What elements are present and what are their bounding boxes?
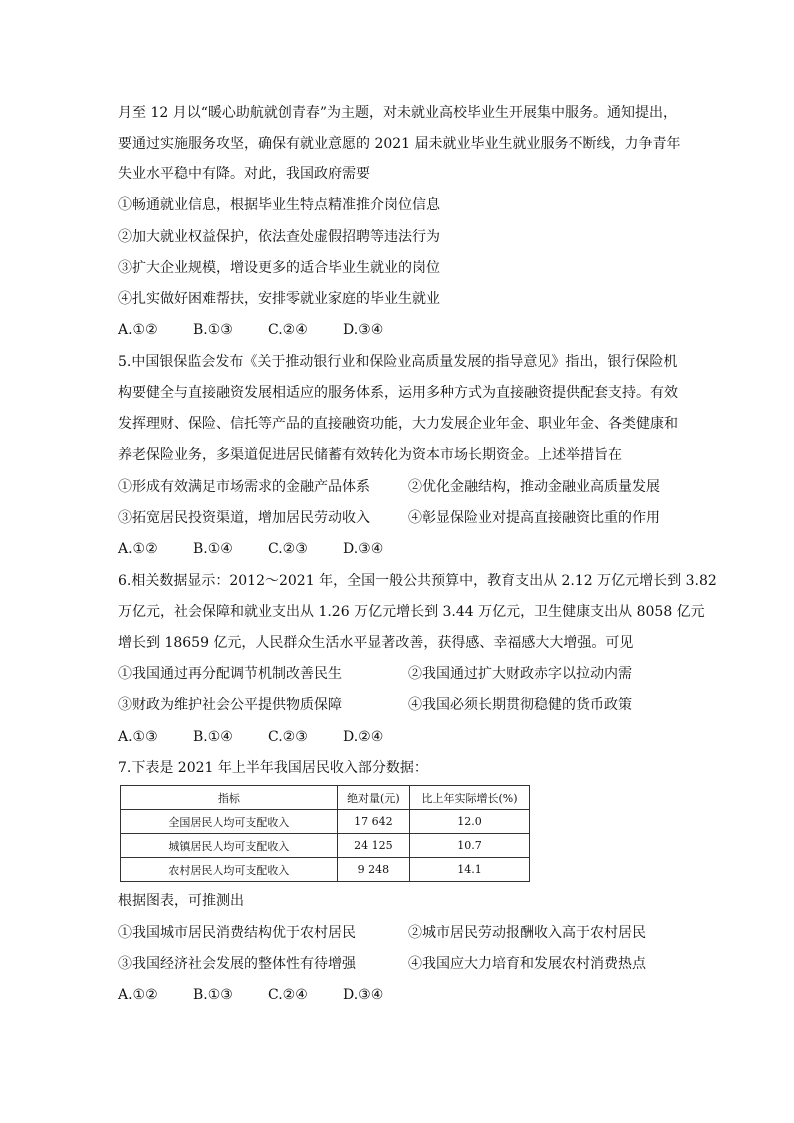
q7-option: ④我国应大力培育和发展农村消费热点 — [408, 956, 646, 972]
table-header-row — [121, 786, 530, 810]
q5-stem: 构要健全与直接融资发展相适应的服务体系，运用多种方式为直接融资提供配套支持。有效 — [118, 385, 678, 401]
choice-d: D.③④ — [343, 541, 384, 557]
q5-options-row — [118, 508, 688, 528]
choice-c: C.②④ — [268, 987, 308, 1003]
q7-options-row — [118, 923, 688, 943]
intro-line: 要通过实施服务攻坚，确保有就业意愿的 2021 届未就业毕业生就业服务不断线，力争青年 — [118, 136, 681, 152]
table-cell: 城镇居民人均可支配收入 — [121, 834, 338, 858]
q6-option: ③财政为维护社会公平提供物质保障 — [118, 697, 342, 713]
q7-choices — [118, 985, 688, 1005]
table-cell: 24 125 — [337, 834, 409, 858]
table-row — [121, 858, 530, 882]
choice-a: A.①② — [118, 541, 158, 557]
q6-options-row — [118, 664, 688, 684]
q7-option: ③我国经济社会发展的整体性有待增强 — [118, 956, 356, 972]
q7-prompt: 根据图表，可推测出 — [118, 893, 244, 909]
choice-a: A.①③ — [118, 729, 158, 745]
q5-stem: 发挥理财、保险、信托等产品的直接融资功能，大力发展企业年金、职业年金、各类健康和 — [118, 416, 678, 432]
q7-options-row — [118, 954, 688, 974]
choice-d: D.③④ — [343, 987, 384, 1003]
choice-a: A.①② — [118, 987, 158, 1003]
intro-line: 失业水平稳中有降。对此，我国政府需要 — [118, 166, 370, 182]
q4-choices — [118, 320, 688, 340]
table-cell: 农村居民人均可支配收入 — [121, 858, 338, 882]
q4-option: ④扎实做好困难帮扶，安排零就业家庭的毕业生就业 — [118, 291, 440, 307]
q7-stem: 7.下表是 2021 年上半年我国居民收入部分数据： — [118, 760, 428, 776]
q6-stem: 增长到 18659 亿元，人民群众生活水平显著改善，获得感、幸福感大大增强。可见 — [118, 635, 634, 651]
q5-choices — [118, 539, 688, 559]
choice-d: D.②④ — [343, 729, 384, 745]
table-cell: 9 248 — [337, 858, 409, 882]
income-table — [120, 785, 530, 882]
choice-b: B.①④ — [193, 541, 233, 557]
q6-option: ②我国通过扩大财政赤字以拉动内需 — [408, 666, 632, 682]
table-cell: 14.1 — [410, 858, 530, 882]
choice-d: D.③④ — [343, 322, 384, 338]
table-header: 绝对量(元) — [337, 786, 409, 810]
table-row — [121, 810, 530, 834]
q6-option: ④我国必须长期贯彻稳健的货币政策 — [408, 697, 632, 713]
table-header: 比上年实际增长(%) — [410, 786, 530, 810]
q5-option: ④彰显保险业对提高直接融资比重的作用 — [408, 510, 660, 526]
q4-option: ③扩大企业规模，增设更多的适合毕业生就业的岗位 — [118, 260, 440, 276]
table-cell: 12.0 — [410, 810, 530, 834]
q4-option: ②加大就业权益保护，依法查处虚假招聘等违法行为 — [118, 229, 440, 245]
choice-a: A.①② — [118, 322, 158, 338]
q5-stem: 5.中国银保监会发布《关于推动银行业和保险业高质量发展的指导意见》指出，银行保险机 — [118, 354, 678, 370]
q5-option: ②优化金融结构，推动金融业高质量发展 — [408, 479, 660, 495]
q6-stem: 万亿元，社会保障和就业支出从 1.26 万亿元增长到 3.44 万亿元，卫生健康支出从 8058 亿元 — [118, 604, 705, 620]
table-cell: 全国居民人均可支配收入 — [121, 810, 338, 834]
choice-c: C.②④ — [268, 322, 308, 338]
table-cell: 10.7 — [410, 834, 530, 858]
choice-b: B.①④ — [193, 729, 233, 745]
q4-option: ①畅通就业信息，根据毕业生特点精准推介岗位信息 — [118, 197, 440, 213]
q5-option: ①形成有效满足市场需求的金融产品体系 — [118, 479, 370, 495]
choice-c: C.②③ — [268, 729, 308, 745]
q7-option: ②城市居民劳动报酬收入高于农村居民 — [408, 925, 646, 941]
table-header: 指标 — [121, 786, 338, 810]
q6-options-row — [118, 695, 688, 715]
q5-option: ③拓宽居民投资渠道，增加居民劳动收入 — [118, 510, 370, 526]
table-row — [121, 834, 530, 858]
choice-b: B.①③ — [193, 987, 233, 1003]
q5-options-row — [118, 477, 688, 497]
choice-c: C.②③ — [268, 541, 308, 557]
q7-option: ①我国城市居民消费结构优于农村居民 — [118, 925, 356, 941]
q6-stem: 6.相关数据显示：2012～2021 年，全国一般公共预算中，教育支出从 2.12 万亿元增长到 3.82 — [118, 573, 717, 589]
choice-b: B.①③ — [193, 322, 233, 338]
table-cell: 17 642 — [337, 810, 409, 834]
q6-option: ①我国通过再分配调节机制改善民生 — [118, 666, 342, 682]
q6-choices — [118, 727, 688, 747]
q5-stem: 养老保险业务，多渠道促进居民储蓄有效转化为资本市场长期资金。上述举措旨在 — [118, 447, 622, 463]
intro-line: 月至 12 月以“暖心助航就创青春”为主题，对未就业高校毕业生开展集中服务。通知提出， — [118, 105, 678, 121]
